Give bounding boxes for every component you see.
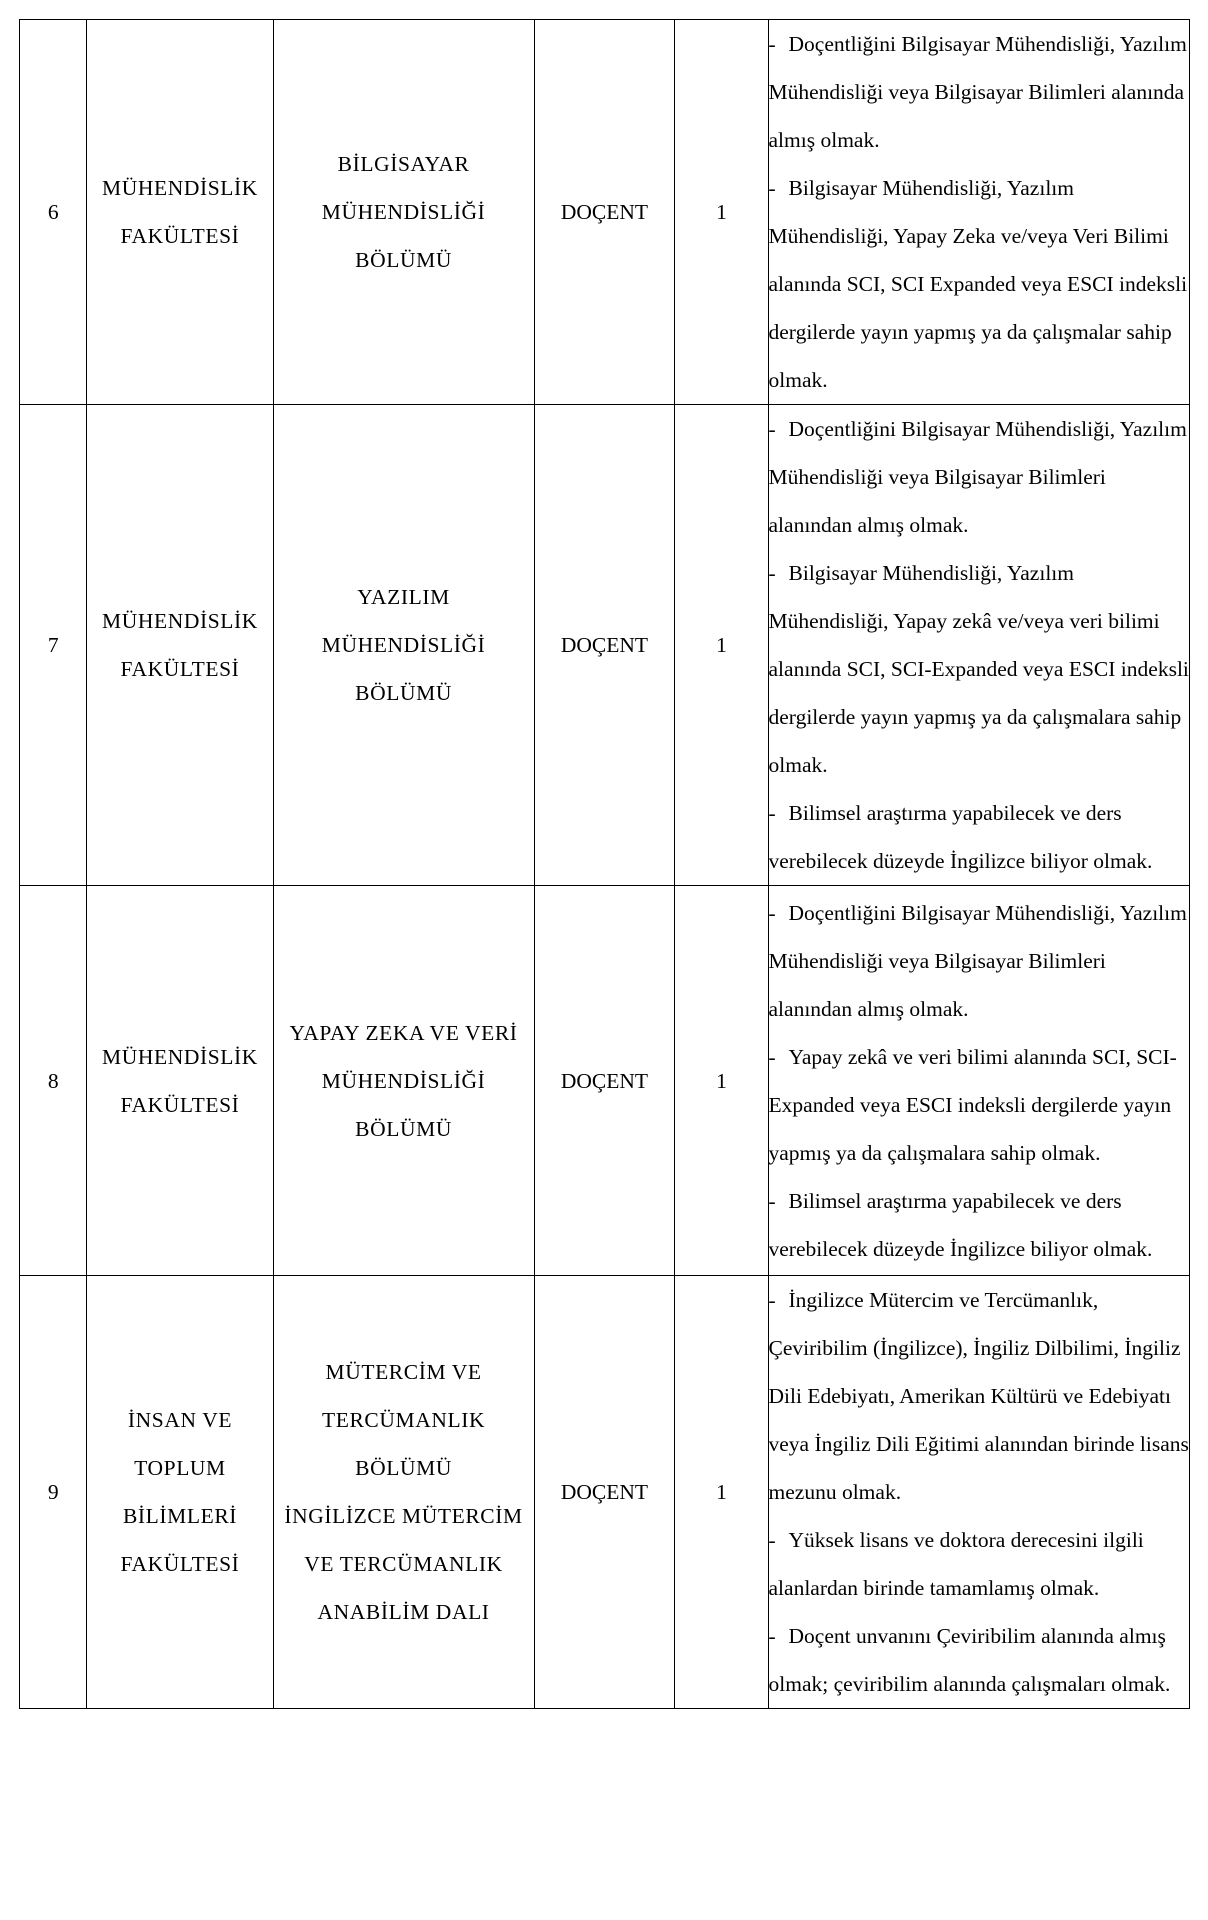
department-cell: YAZILIM MÜHENDİSLİĞİ BÖLÜMÜ: [273, 405, 534, 886]
faculty-cell: MÜHENDİSLİK FAKÜLTESİ: [87, 405, 273, 886]
requirement-item: - Bilimsel araştırma yapabilecek ve ders verebilecek düzeyde İngilizce biliyor olmak.: [768, 801, 1153, 873]
requirements-cell: [768, 1276, 1189, 1709]
title-cell: DOÇENT: [534, 886, 675, 1276]
requirements-cell: [768, 886, 1189, 1276]
requirements-cell: [768, 20, 1189, 405]
table-row: [20, 1276, 1190, 1709]
count-cell: 1: [675, 405, 768, 886]
row-number: 7: [20, 405, 87, 886]
row-number: 8: [20, 886, 87, 1276]
faculty-cell: MÜHENDİSLİK FAKÜLTESİ: [87, 886, 273, 1276]
faculty-cell: İNSAN VE TOPLUM BİLİMLERİ FAKÜLTESİ: [87, 1276, 273, 1709]
row-number: 6: [20, 20, 87, 405]
title-cell: DOÇENT: [534, 405, 675, 886]
requirement-item: - Doçentliğini Bilgisayar Mühendisliği, Yazılım Mühendisliği veya Bilgisayar Bilimleri alanından almış olmak.: [768, 900, 1187, 1021]
department-cell: BİLGİSAYAR MÜHENDİSLİĞİ BÖLÜMÜ: [273, 20, 534, 405]
table-row: [20, 20, 1190, 405]
requirement-item: - Bilgisayar Mühendisliği, Yazılım Mühendisliği, Yapay zekâ ve/veya veri bilimi alanında SCI, SCI-Expanded veya ESCI indeksli dergilerde yayın yapmış ya da çalışmalara sahip olmak.: [768, 561, 1189, 777]
requirement-item: - Bilimsel araştırma yapabilecek ve ders verebilecek düzeyde İngilizce biliyor olmak.: [768, 1188, 1153, 1261]
requirement-item: - İngilizce Mütercim ve Tercümanlık, Çeviribilim (İngilizce), İngiliz Dilbilimi, İngiliz Dili Edebiyatı, Amerikan Kültürü ve Edebiyatı veya İngiliz Dili Eğitimi alanından birinde lisans mezunu olmak.: [768, 1288, 1189, 1504]
requirement-item: - Yapay zekâ ve veri bilimi alanında SCI, SCI-Expanded veya ESCI indeksli dergilerde yayın yapmış ya da çalışmalara sahip olmak.: [768, 1044, 1177, 1165]
requirement-item: - Bilgisayar Mühendisliği, Yazılım Mühendisliği, Yapay Zeka ve/veya Veri Bilimi alanında SCI, SCI Expanded veya ESCI indeksli dergilerde yayın yapmış ya da çalışmalar sahip olmak.: [768, 176, 1188, 392]
requirement-item: - Yüksek lisans ve doktora derecesini ilgili alanlardan birinde tamamlamış olmak.: [768, 1528, 1144, 1600]
requirement-item: - Doçentliğini Bilgisayar Mühendisliği, Yazılım Mühendisliği veya Bilgisayar Bilimleri alanında almış olmak.: [768, 32, 1187, 152]
department-cell: MÜTERCİM VE TERCÜMANLIK BÖLÜMÜ İNGİLİZCE MÜTERCİM VE TERCÜMANLIK ANABİLİM DALI: [273, 1276, 534, 1709]
academic-positions-table: [19, 19, 1190, 1709]
title-cell: DOÇENT: [534, 20, 675, 405]
row-number: 9: [20, 1276, 87, 1709]
faculty-cell: MÜHENDİSLİK FAKÜLTESİ: [87, 20, 273, 405]
count-cell: 1: [675, 886, 768, 1276]
requirement-item: - Doçent unvanını Çeviribilim alanında almış olmak; çeviribilim alanında çalışmaları olmak.: [768, 1624, 1171, 1696]
requirement-item: - Doçentliğini Bilgisayar Mühendisliği, Yazılım Mühendisliği veya Bilgisayar Bilimleri alanından almış olmak.: [768, 417, 1187, 537]
table-row: [20, 405, 1190, 886]
count-cell: 1: [675, 20, 768, 405]
department-cell: YAPAY ZEKA VE VERİ MÜHENDİSLİĞİ BÖLÜMÜ: [273, 886, 534, 1276]
table-row: [20, 886, 1190, 1276]
title-cell: DOÇENT: [534, 1276, 675, 1709]
requirements-cell: [768, 405, 1189, 886]
count-cell: 1: [675, 1276, 768, 1709]
